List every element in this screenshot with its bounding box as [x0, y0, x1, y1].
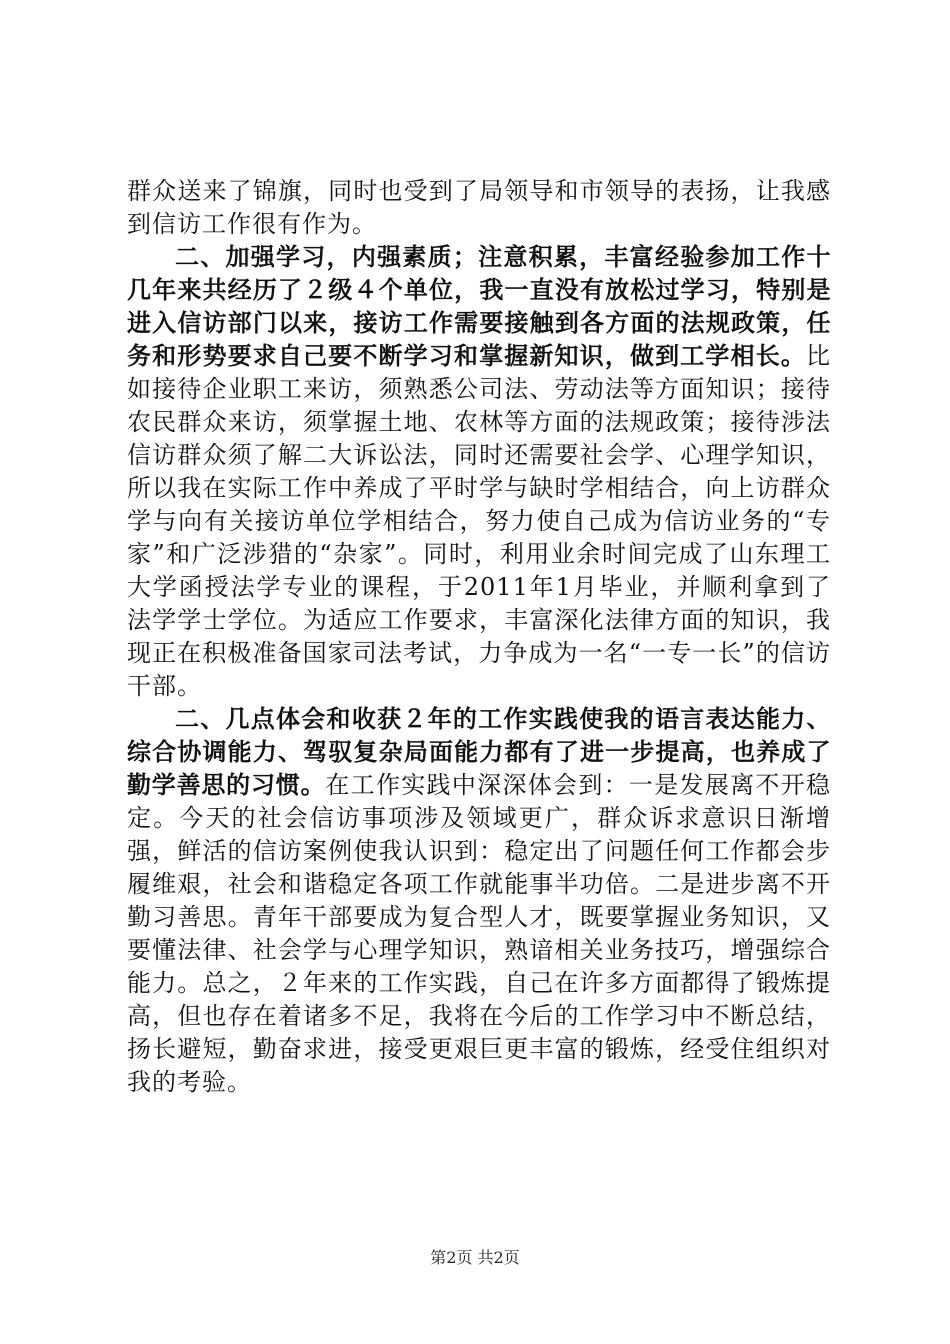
section-heading-experience: 二、几点体会和收获２年的工作实践使我的语言表达能力、综合协调能力、驾驭复杂局面能力都有了进一步提高，也养成了勤学善思的习惯。	[127, 705, 831, 799]
paragraph-study	[127, 241, 831, 703]
paragraph-experience	[127, 703, 831, 1099]
page-number-footer: 第2页 共2页	[430, 1248, 520, 1267]
section-heading-study: 二、加强学习，内强素质；注意积累，丰富经验参加工作十几年来共经历了２级４个单位，我一直没有放松过学习，特别是进入信访部门以来，接访工作需要接触到各方面的法规政策，任务和形势要求自己要不断学习和掌握新知识，做到工学相长。	[127, 243, 831, 370]
paragraph-text: 群众送来了锦旗，同时也受到了局领导和市领导的表扬，让我感到信访工作很有作为。	[127, 177, 831, 238]
paragraph-continuation	[127, 175, 831, 241]
document-body	[127, 175, 831, 1099]
paragraph-text: 在工作实践中深深体会到：一是发展离不开稳定。今天的社会信访事项涉及领域更广，群众诉求意识日渐增强，鲜活的信访案例使我认识到：稳定出了问题任何工作都会步履维艰，社会和谐稳定各项工作就能事半功倍。二是进步离不开勤习善思。青年干部要成为复合型人才，既要掌握业务知识，又要懂法律、社会学与心理学知识，熟谙相关业务技巧，增强综合能力。总之，２年来的工作实践，自己在许多方面都得了锻炼提高，但也存在着诸多不足，我将在今后的工作学习中不断总结，扬长避短，勤奋求进，接受更艰巨更丰富的锻炼，经受住组织对我的考验。	[127, 771, 832, 1096]
paragraph-text: 比如接待企业职工来访，须熟悉公司法、劳动法等方面知识；接待农民群众来访，须掌握土地、农林等方面的法规政策；接待涉法信访群众须了解二大诉讼法，同时还需要社会学、心理学知识，所以我在实际工作中养成了平时学与缺时学相结合，向上访群众学与向有关接访单位学相结合，努力使自己成为信访业务的“专家”和广泛涉猎的“杂家”。同时，利用业余时间完成了山东理工大学函授法学专业的课程，于2011年1月毕业，并顺利拿到了法学学士学位。为适应工作要求，丰富深化法律方面的知识，我现正在积极准备国家司法考试，力争成为一名“一专一长”的信访干部。	[127, 342, 831, 700]
